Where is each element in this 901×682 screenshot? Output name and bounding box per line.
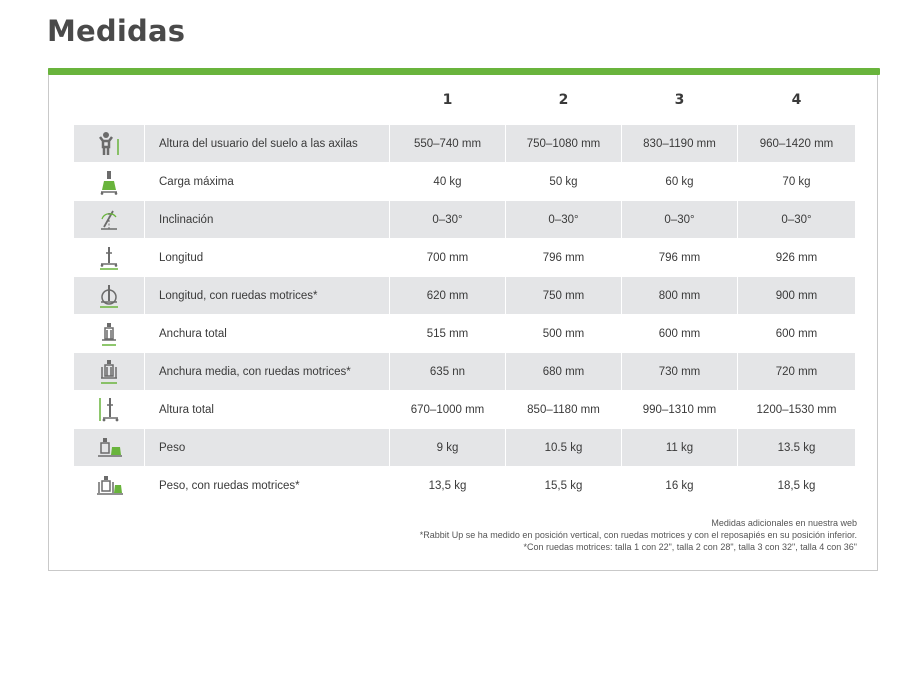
table-row <box>74 429 855 467</box>
value-size-1: 700 mm <box>426 251 469 264</box>
footnotes <box>420 517 857 553</box>
value-size-4: 960–1420 mm <box>738 125 855 162</box>
value-size-4: 18,5 kg <box>777 479 816 492</box>
value-size-4: 70 kg <box>782 175 811 188</box>
value-size-1: 13,5 kg <box>428 479 467 492</box>
weight-icon <box>94 433 124 463</box>
value-size-1: 635 nn <box>390 353 505 390</box>
weight-drive-wheels-icon <box>94 471 124 501</box>
table-row <box>74 239 855 277</box>
value-size-3: 600 mm <box>658 327 701 340</box>
footnote-measurement: *Rabbit Up se ha medido en posición vertical, con ruedas motrices y con el reposapiés en su posición inferior. <box>419 530 857 540</box>
footnote-drive-wheels: *Con ruedas motrices: talla 1 con 22", talla 2 con 28", talla 3 con 32", talla 4 con 36" <box>523 542 857 552</box>
value-size-4: 720 mm <box>738 353 855 390</box>
row-label: Peso, con ruedas motrices* <box>159 479 300 492</box>
value-size-1: 620 mm <box>390 277 505 314</box>
value-size-4: 926 mm <box>775 251 818 264</box>
value-size-4: 0–30° <box>738 201 855 238</box>
table-row <box>74 125 855 163</box>
page-title: Medidas <box>47 14 186 48</box>
value-size-3: 796 mm <box>658 251 701 264</box>
value-size-2: 50 kg <box>549 175 578 188</box>
value-size-2: 500 mm <box>542 327 585 340</box>
size-header-4: 4 <box>791 92 802 108</box>
value-size-3: 60 kg <box>665 175 694 188</box>
value-size-2: 15,5 kg <box>544 479 583 492</box>
total-height-icon <box>94 395 124 425</box>
table-row <box>74 163 855 201</box>
value-size-3: 11 kg <box>622 429 737 466</box>
value-size-1: 550–740 mm <box>390 125 505 162</box>
value-size-2: 796 mm <box>542 251 585 264</box>
table-row <box>74 391 855 429</box>
table-row <box>74 467 855 505</box>
length-drive-wheels-icon <box>94 281 124 311</box>
row-label: Longitud, con ruedas motrices* <box>145 277 389 314</box>
accent-bar <box>48 68 880 75</box>
row-label: Altura del usuario del suelo a las axilas <box>145 125 389 162</box>
table-row <box>74 277 855 315</box>
value-size-3: 990–1310 mm <box>642 403 717 416</box>
value-size-4: 600 mm <box>775 327 818 340</box>
value-size-1: 515 mm <box>426 327 469 340</box>
spec-table <box>74 125 855 505</box>
size-header-3: 3 <box>674 92 685 108</box>
size-header-2: 2 <box>558 92 569 108</box>
table-row <box>74 315 855 353</box>
value-size-2: 0–30° <box>506 201 621 238</box>
value-size-4: 13.5 kg <box>738 429 855 466</box>
max-load-icon <box>94 167 124 197</box>
footnote-web: Medidas adicionales en nuestra web <box>711 518 857 528</box>
value-size-1: 9 kg <box>390 429 505 466</box>
value-size-4: 900 mm <box>738 277 855 314</box>
value-size-3: 830–1190 mm <box>622 125 737 162</box>
value-size-4: 1200–1530 mm <box>756 403 837 416</box>
value-size-3: 16 kg <box>665 479 694 492</box>
value-size-1: 0–30° <box>390 201 505 238</box>
value-size-2: 850–1180 mm <box>527 403 600 416</box>
measurements-card <box>48 68 878 571</box>
value-size-3: 800 mm <box>622 277 737 314</box>
size-header-1: 1 <box>442 92 453 108</box>
row-label: Anchura media, con ruedas motrices* <box>145 353 389 390</box>
total-width-icon <box>94 319 124 349</box>
value-size-3: 0–30° <box>622 201 737 238</box>
row-label: Carga máxima <box>159 175 234 188</box>
tilt-icon <box>94 205 124 235</box>
table-row <box>74 201 855 239</box>
table-row <box>74 353 855 391</box>
row-label: Longitud <box>159 251 204 264</box>
value-size-2: 750–1080 mm <box>506 125 621 162</box>
value-size-2: 680 mm <box>506 353 621 390</box>
value-size-1: 670–1000 mm <box>410 403 485 416</box>
row-label: Inclinación <box>145 201 389 238</box>
value-size-2: 10.5 kg <box>506 429 621 466</box>
row-label: Anchura total <box>159 327 227 340</box>
length-icon <box>94 243 124 273</box>
row-label: Peso <box>145 429 389 466</box>
mid-width-drive-wheels-icon <box>94 357 124 387</box>
value-size-1: 40 kg <box>433 175 462 188</box>
value-size-3: 730 mm <box>622 353 737 390</box>
row-label: Altura total <box>159 403 214 416</box>
value-size-2: 750 mm <box>506 277 621 314</box>
user-height-icon <box>94 129 124 159</box>
